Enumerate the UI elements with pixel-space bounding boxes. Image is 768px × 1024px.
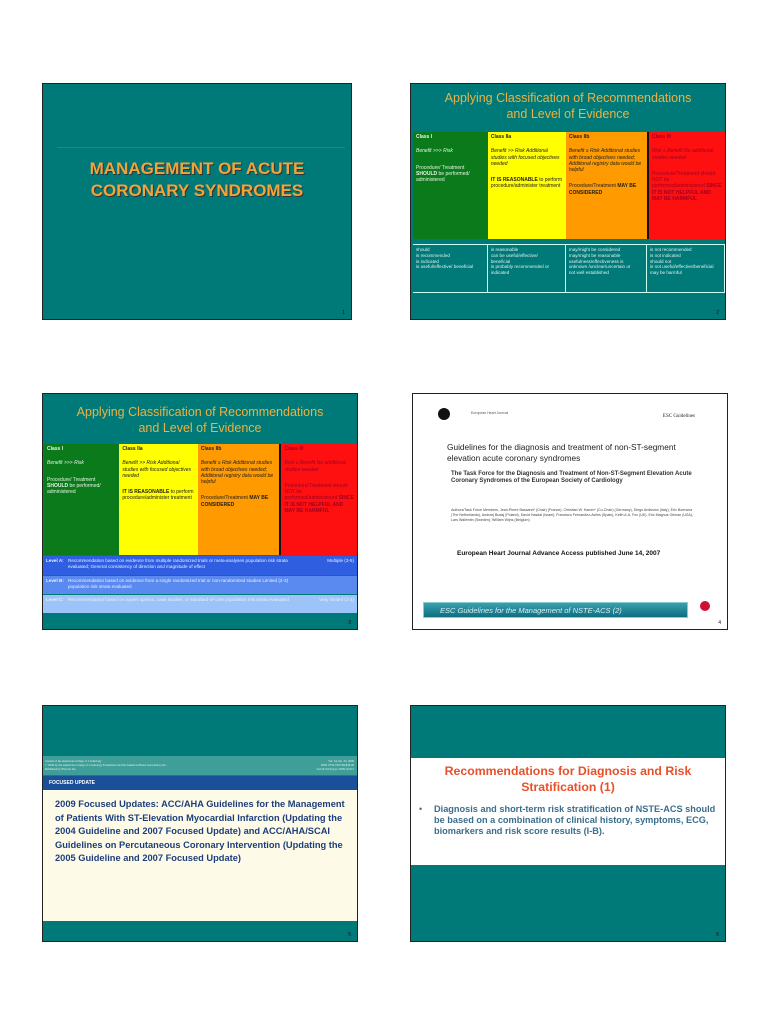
action-bold: SINCE IT IS NOT HELPFUL AND MAY BE HARMFUL — [651, 183, 722, 203]
class-action — [201, 495, 268, 507]
level-name: Level A: — [46, 558, 64, 563]
slide-6[interactable] — [410, 705, 726, 942]
class-name: Class I — [416, 134, 433, 140]
action-text: to perform procedure/administer treatment — [122, 489, 194, 502]
slide-title — [43, 404, 357, 436]
class-name: Class IIa — [122, 446, 143, 452]
level-b-row — [43, 576, 357, 594]
phrase-cell: is not recommended is not indicated should not is not useful/effective/beneficial may be harmful — [647, 245, 725, 292]
slide-number: 2 — [716, 310, 719, 316]
level-name: Level C: — [46, 597, 64, 602]
slide-2[interactable] — [410, 83, 726, 320]
phrase-cell: is reasonable can be useful/effective/ beneficial is probably recommended or indicated — [488, 245, 566, 292]
class-name: Class I — [47, 446, 64, 452]
phrases-table — [413, 244, 725, 293]
class-name: Class IIb — [568, 134, 590, 140]
slide-number: 3 — [348, 620, 351, 626]
level-c-row — [43, 595, 357, 613]
action-bold: SHOULD — [416, 170, 438, 177]
title-line: MANAGEMENT OF ACUTE — [89, 159, 305, 178]
class-table — [44, 444, 358, 555]
bullet-icon: • — [419, 804, 423, 814]
class-action — [47, 477, 101, 496]
published-note: European Heart Journal Advance Access published June 14, 2007 — [457, 550, 661, 557]
title-line: and Level of Evidence — [506, 107, 630, 121]
slide-number: 4 — [718, 620, 721, 626]
esc-banner: ESC Guidelines for the Management of NSTE-ACS (2) — [423, 602, 688, 618]
class-action — [652, 171, 721, 202]
action-text: be performed/ administered — [47, 482, 101, 496]
slide-title — [43, 158, 351, 202]
action-text: Procedure/Treatment — [200, 495, 250, 502]
author-list: Authors/Task Force Members, Jean-Pierre Bassand* (Chair) (France), Christian W. Hamm* (Co-Chair) (Germany), Diego Ardissino (Italy), Eric Boersma (The Netherlands), Andrzej Budaj (Poland), David Hasdai (Israel), Francisco Fernandez-Aviles (Spain), Keith A.A. Fox (UK), Eric Magnus Ohman (USA), Lars Wallentin (Sweden), William Wijns (Belgium) — [451, 508, 694, 522]
class-name: Class III — [284, 446, 304, 452]
article-subtitle: The Task Force for the Diagnosis and Treatment of Non-ST-Segment Elevation Acute Coronary Syndromes of the European Society of Cardiology — [451, 471, 692, 485]
journal-info: Journal of the American College of Cardiology © 2009 by the American College of Cardiology Foundation and the American Heart Association, Inc. Published by Elsevier Inc. — [45, 759, 167, 771]
focused-update-band: FOCUSED UPDATE — [43, 775, 357, 790]
title-line: Applying Classification of Recommendations — [76, 405, 324, 419]
level-text: Recommendation based on evidence from a single randomized trial or non-randomized studies Limited (2-3) population risk strata evaluated — [68, 578, 289, 589]
class-action — [491, 177, 562, 189]
class-column — [413, 132, 488, 239]
level-note: Multiple (3-5) — [327, 558, 354, 563]
level-note: Very limited (1-2) — [319, 597, 354, 602]
class-column — [566, 132, 647, 239]
action-bold: SINCE IT IS NOT HELPFUL AND MAY BE HARMFUL — [284, 495, 354, 515]
article-title: Guidelines for the diagnosis and treatment of non-ST-segment elevation acute coronary syndromes — [447, 442, 676, 463]
action-bold: IT IS REASONABLE — [122, 489, 170, 496]
class-risk: Benefit >>> Risk — [416, 148, 453, 155]
class-column — [279, 444, 358, 555]
esc-logo-icon — [438, 408, 450, 420]
class-name: Class III — [651, 134, 671, 140]
class-column — [647, 132, 725, 239]
class-table — [413, 132, 725, 239]
slide-number: 6 — [716, 932, 719, 938]
bullet-text: Diagnosis and short-term risk stratification of NSTE-ACS should be based on a combination of clinical history, symptoms, ECG, biomarkers and risk score results (I-B). — [434, 804, 716, 836]
phrase-cell: should is recommended is indicated is useful/effective/ beneficial — [413, 245, 488, 292]
slide-title: Recommendations for Diagnosis and Risk Stratification (1) — [444, 764, 692, 794]
level-name: Level B: — [46, 578, 64, 583]
class-name: Class IIb — [200, 446, 222, 452]
class-action — [416, 165, 470, 184]
class-column — [198, 444, 280, 555]
action-bold: MAY BE CONSIDERED — [568, 183, 637, 196]
article-title: 2009 Focused Updates: ACC/AHA Guidelines for the Management of Patients With ST-Elevation Myocardial Infarction (Updating the 2004 Guideline and 2007 Focused Update) and ACC/AHA/SCAI Guidelines on Percutaneous Coronary Intervention (Updating the 2005 Guideline and 2007 Focused Update) — [43, 790, 357, 921]
class-action — [122, 489, 193, 501]
journal-name: European Heart Journal — [471, 411, 509, 415]
slide-number: 1 — [342, 310, 345, 316]
class-action — [569, 183, 636, 195]
class-risk: Benefit >> Risk Additional studies with focused objectives needed — [490, 148, 560, 167]
action-text: to perform procedure/administer treatment — [490, 177, 563, 190]
action-bold: MAY BE CONSIDERED — [200, 495, 269, 508]
action-text: Procedure/Treatment — [568, 183, 618, 190]
action-text: Procedure/Treatment should NOT be performed/administered — [651, 170, 716, 190]
level-note — [309, 578, 354, 592]
level-text: Recommendation based on expert opinion, case studies, or standard-of-care population risk strata evaluated — [68, 597, 289, 602]
action-bold: IT IS REASONABLE — [490, 177, 538, 184]
slide-1[interactable] — [42, 83, 352, 320]
slide-title — [411, 90, 725, 122]
title-line: and Level of Evidence — [138, 421, 262, 435]
heart-logo-icon — [700, 601, 710, 611]
divider — [57, 147, 345, 148]
action-bold: SHOULD — [47, 482, 69, 489]
action-text: Procedure/ Treatment — [416, 164, 465, 171]
title-line: Applying Classification of Recommendations — [444, 91, 692, 105]
class-name: Class IIa — [490, 134, 512, 140]
title-line: CORONARY SYNDROMES — [90, 181, 304, 200]
slide-number: 5 — [348, 932, 351, 938]
level-text: Recommendation based on evidence from multiple randomized trials or meta-analyses population risk strata evaluated; General consistency of direction and magnitude of effect — [68, 558, 288, 569]
class-risk: Risk ≥ Benefit No additional studies needed — [284, 460, 346, 473]
action-text: Procedure/ Treatment — [47, 476, 96, 483]
class-risk: Risk ≥ Benefit No additional studies needed — [651, 148, 714, 161]
class-risk: Benefit >> Risk Additional studies with focused objectives needed — [122, 460, 192, 479]
class-column — [119, 444, 198, 555]
header-label: ESC Guidelines — [662, 414, 695, 419]
level-a-row — [43, 556, 357, 575]
class-risk: Benefit ≥ Risk Additional studies with broad objectives needed; Additional registry data would be helpful — [568, 148, 642, 174]
action-text: be performed/ administered — [416, 170, 470, 184]
action-text: Procedure/Treatment should NOT be performed/administered — [284, 482, 348, 502]
journal-volume: Vol. 54, No. 23, 2009 ISSN 0735-1097/09/$36.00 doi:10.1016/j.jacc.2009.10.015 — [316, 759, 354, 771]
slide-5[interactable] — [42, 705, 358, 942]
slide-4[interactable] — [412, 393, 728, 630]
class-risk: Benefit >>> Risk — [47, 460, 84, 467]
class-column — [44, 444, 119, 555]
class-column — [488, 132, 566, 239]
class-risk: Benefit ≥ Risk Additional studies with broad objectives needed; Additional registry data would be helpful — [200, 460, 274, 486]
phrase-cell: may/might be considered may/might be reasonable usefulness/effectiveness is unknown /unclear/uncertain or not well established — [566, 245, 647, 292]
slide-3[interactable] — [42, 393, 358, 630]
class-action — [284, 483, 353, 514]
